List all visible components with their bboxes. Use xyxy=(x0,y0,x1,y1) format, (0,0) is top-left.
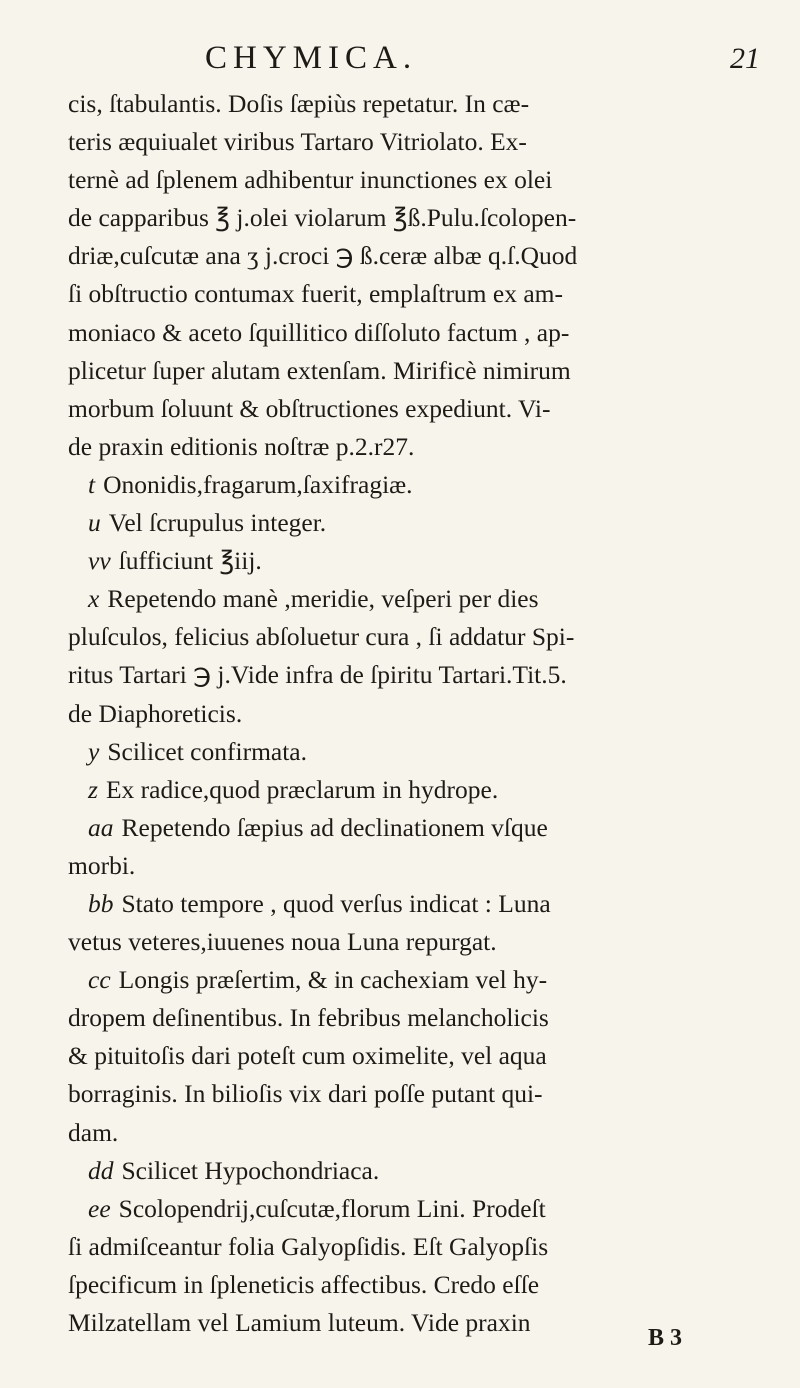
note-marker: ee xyxy=(88,1193,111,1223)
note-marker: y xyxy=(88,736,100,766)
line-text: & pituitoſis dari poteſt cum oximelite, vel aqua xyxy=(68,1041,547,1071)
running-head: CHYMICA. xyxy=(205,40,418,76)
line-text: pluſculos, felicius abſoluetur cura , ſi addatur Spi- xyxy=(68,622,575,652)
text-line xyxy=(68,542,768,580)
text-line xyxy=(68,656,768,694)
line-text: driæ,cuſcutæ ana ʒ j.croci ℈ ß.ceræ albæ q.ſ.Quod xyxy=(68,241,578,271)
line-text: de capparibus ℥ j.olei violarum ℥ß.Pulu.ſcolopen- xyxy=(68,203,577,233)
text-line xyxy=(68,504,768,542)
line-text: Scolopendrij,cuſcutæ,florum Lini. Prodeſt xyxy=(118,1193,546,1223)
line-text: Stato tempore , quod verſus indicat : Luna xyxy=(121,888,551,918)
line-text: ternè ad ſplenem adhibentur inunctiones ex olei xyxy=(68,165,553,195)
text-line xyxy=(68,1152,768,1190)
note-marker: cc xyxy=(88,965,111,995)
line-text: Ex radice,quod præclarum in hydrope. xyxy=(105,774,499,804)
line-text: Longis præſertim, & in cachexiam vel hy- xyxy=(118,965,548,995)
text-line xyxy=(68,580,768,618)
note-marker: dd xyxy=(88,1155,114,1185)
line-text: ritus Tartari ℈ j.Vide infra de ſpiritu Tartari.Tit.5. xyxy=(68,660,567,690)
text-line xyxy=(68,237,768,275)
text-line xyxy=(68,923,768,961)
line-text: de praxin editionis noſtræ p.2.r27. xyxy=(68,431,415,461)
text-line xyxy=(68,161,768,199)
line-text: moniaco & aceto ſquillitico diſſoluto factum , ap- xyxy=(68,317,570,347)
body-text xyxy=(68,85,768,1342)
text-line xyxy=(68,999,768,1037)
text-line xyxy=(68,695,768,733)
text-line xyxy=(68,1228,768,1266)
text-line xyxy=(68,1075,768,1113)
line-text: de Diaphoreticis. xyxy=(68,698,243,728)
note-marker: vv xyxy=(88,546,111,576)
line-text: morbi. xyxy=(68,850,136,880)
text-line xyxy=(68,123,768,161)
line-text: ſi obſtructio contumax fuerit, emplaſtrum ex am- xyxy=(68,279,563,309)
text-line xyxy=(68,618,768,656)
page-header xyxy=(60,40,760,84)
line-text: ſi admiſceantur folia Galyopſidis. Eſt Galyopſis xyxy=(68,1231,549,1261)
note-marker: z xyxy=(88,774,98,804)
text-line xyxy=(68,275,768,313)
line-text: morbum ſoluunt & obſtructiones expediunt. Vi- xyxy=(68,393,551,423)
signature-mark: B 3 xyxy=(648,1325,683,1351)
line-text: ſpecificum in ſpleneticis affectibus. Credo eſſe xyxy=(68,1269,540,1299)
text-line xyxy=(68,390,768,428)
note-marker: x xyxy=(88,584,100,614)
line-text: Milzatellam vel Lamium luteum. Vide praxin xyxy=(68,1308,531,1337)
text-line xyxy=(68,85,768,123)
text-line xyxy=(68,352,768,390)
line-text: vetus veteres,iuuenes noua Luna repurgat. xyxy=(68,927,497,957)
line-text: cis, ſtabulantis. Doſis ſæpiùs repetatur. In cæ- xyxy=(68,89,530,118)
text-line xyxy=(68,466,768,504)
line-text: Scilicet confirmata. xyxy=(107,736,307,766)
text-line xyxy=(68,1266,768,1304)
text-line xyxy=(68,733,768,771)
text-line xyxy=(68,961,768,999)
text-line xyxy=(68,1190,768,1228)
text-line xyxy=(68,428,768,466)
text-line xyxy=(68,771,768,809)
text-line xyxy=(68,1114,768,1152)
note-marker: bb xyxy=(88,888,114,918)
line-text: Ononidis,fragarum,ſaxifragiæ. xyxy=(103,469,413,499)
line-text: Repetendo ſæpius ad declinationem vſque xyxy=(121,812,548,842)
line-text: dam. xyxy=(68,1117,119,1147)
line-text: dropem deſinentibus. In febribus melancholicis xyxy=(68,1003,549,1033)
note-marker: aa xyxy=(88,812,114,842)
text-line xyxy=(68,1037,768,1075)
page-number: 21 xyxy=(730,42,760,75)
text-line xyxy=(68,199,768,237)
line-text: teris æquiualet viribus Tartaro Vitriolato. Ex- xyxy=(68,127,527,157)
text-line xyxy=(68,847,768,885)
note-marker: t xyxy=(88,469,96,499)
line-text: ſufficiunt ℥iij. xyxy=(118,546,262,576)
line-text: Scilicet Hypochondriaca. xyxy=(121,1155,380,1185)
line-text: borraginis. In bilioſis vix dari poſſe putant qui- xyxy=(68,1079,543,1109)
text-line xyxy=(68,809,768,847)
line-text: plicetur ſuper alutam extenſam. Mirificè nimirum xyxy=(68,355,571,385)
text-line xyxy=(68,885,768,923)
note-marker: u xyxy=(88,508,101,538)
text-line xyxy=(68,314,768,352)
line-text: Vel ſcrupulus integer. xyxy=(108,508,327,538)
line-text: Repetendo manè ,meridie, veſperi per dies xyxy=(107,584,539,614)
